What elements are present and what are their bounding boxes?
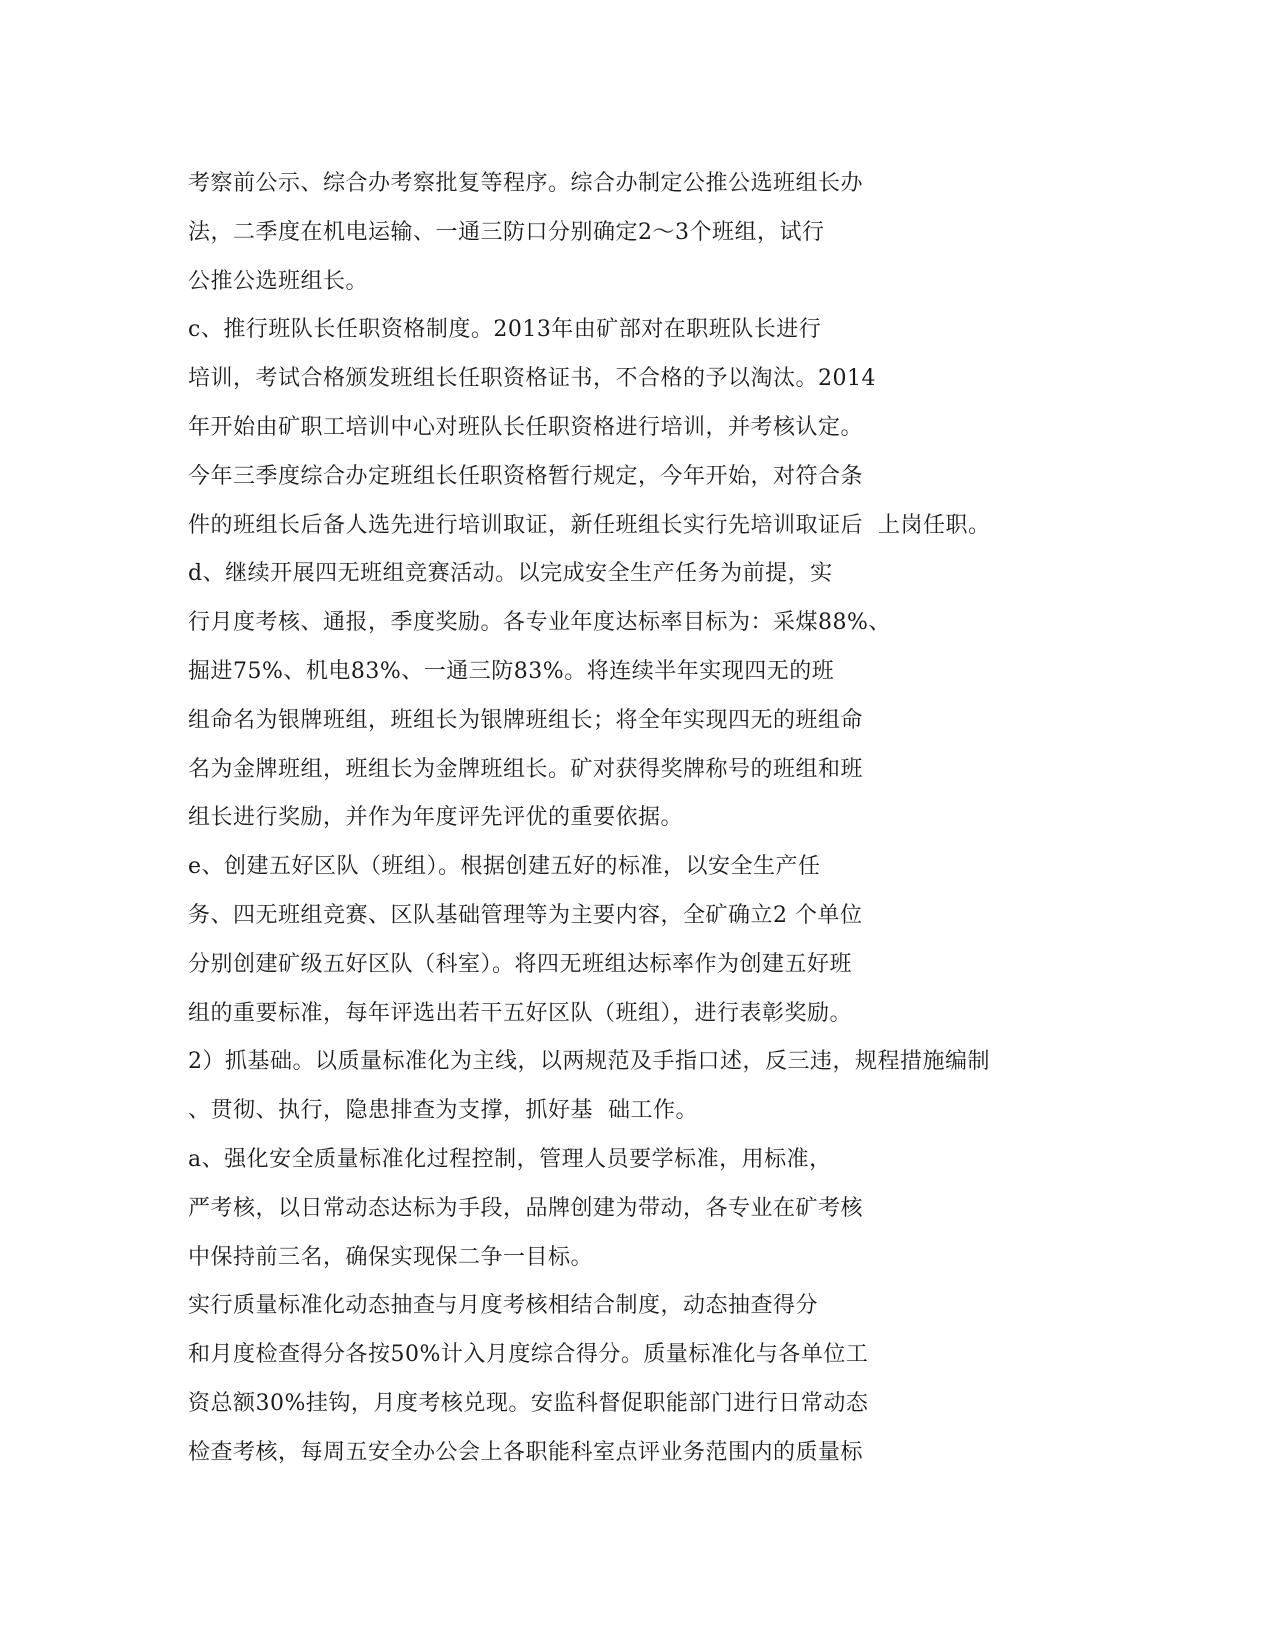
text-line: 组的重要标准，每年评选出若干五好区队（班组），进行表彰奖励。 bbox=[188, 1000, 853, 1026]
text-line: e、创建五好区队（班组）。根据创建五好的标准，以安全生产任 bbox=[188, 854, 821, 880]
text-line: 组长进行奖励，并作为年度评先评优的重要依据。 bbox=[188, 805, 684, 831]
text-line: 年开始由矿职工培训中心对班队长任职资格进行培训，并考核认定。 bbox=[188, 414, 864, 440]
text-line: 资总额30%挂钩，月度考核兑现。安监科督促职能部门进行日常动态 bbox=[188, 1390, 869, 1416]
text-line: 组命名为银牌班组，班组长为银牌班组长；将全年实现四无的班组命 bbox=[188, 707, 864, 733]
text-line: a、强化安全质量标准化过程控制，管理人员要学标准，用标准， bbox=[188, 1146, 832, 1172]
document-body bbox=[188, 160, 1268, 1478]
text-line: 行月度考核、通报，季度奖励。各专业年度达标率目标为：采煤88%、 bbox=[188, 610, 891, 636]
text-line: 和月度检查得分各按50%计入月度综合得分。质量标准化与各单位工 bbox=[188, 1342, 869, 1368]
text-line: c、推行班队长任职资格制度。2013年由矿部对在职班队长进行 bbox=[188, 317, 822, 343]
text-line: 公推公选班组长。 bbox=[188, 268, 369, 294]
text-line: 务、四无班组竞赛、区队基础管理等为主要内容，全矿确立2 个单位 bbox=[188, 902, 863, 928]
text-line: 分别创建矿级五好区队（科室）。将四无班组达标率作为创建五好班 bbox=[188, 951, 853, 977]
text-line: 今年三季度综合办定班组长任职资格暂行规定，今年开始，对符合条 bbox=[188, 463, 864, 489]
text-line: 考察前公示、综合办考察批复等程序。综合办制定公推公选班组长办 bbox=[188, 171, 864, 196]
text-line: 严考核，以日常动态达标为手段，品牌创建为带动，各专业在矿考核 bbox=[188, 1195, 864, 1221]
text-line: 件的班组长后备人选先进行培训取证，新任班组长实行先培训取证后 上岗任职。 bbox=[188, 512, 991, 538]
text-line: d、继续开展四无班组竞赛活动。以完成安全生产任务为前提，实 bbox=[188, 561, 833, 587]
text-line: 、贯彻、执行，隐患排查为支撑，抓好基 础工作。 bbox=[188, 1098, 698, 1124]
text-line: 中保持前三名，确保实现保二争一目标。 bbox=[188, 1244, 594, 1270]
text-line: 检查考核，每周五安全办公会上各职能科室点评业务范围内的质量标 bbox=[188, 1439, 864, 1465]
text-line: 2）抓基础。以质量标准化为主线，以两规范及手指口述，反三违，规程措施编制 bbox=[188, 1049, 990, 1075]
text-line: 法，二季度在机电运输、一通三防口分别确定2～3个班组，试行 bbox=[188, 219, 825, 245]
text-line: 实行质量标准化动态抽查与月度考核相结合制度，动态抽查得分 bbox=[188, 1293, 819, 1319]
text-line: 掘进75%、机电83%、一通三防83%。将连续半年实现四无的班 bbox=[188, 658, 835, 684]
text-line: 培训，考试合格颁发班组长任职资格证书，不合格的予以淘汰。2014 bbox=[188, 366, 876, 392]
text-line: 名为金牌班组，班组长为金牌班组长。矿对获得奖牌称号的班组和班 bbox=[188, 756, 864, 782]
